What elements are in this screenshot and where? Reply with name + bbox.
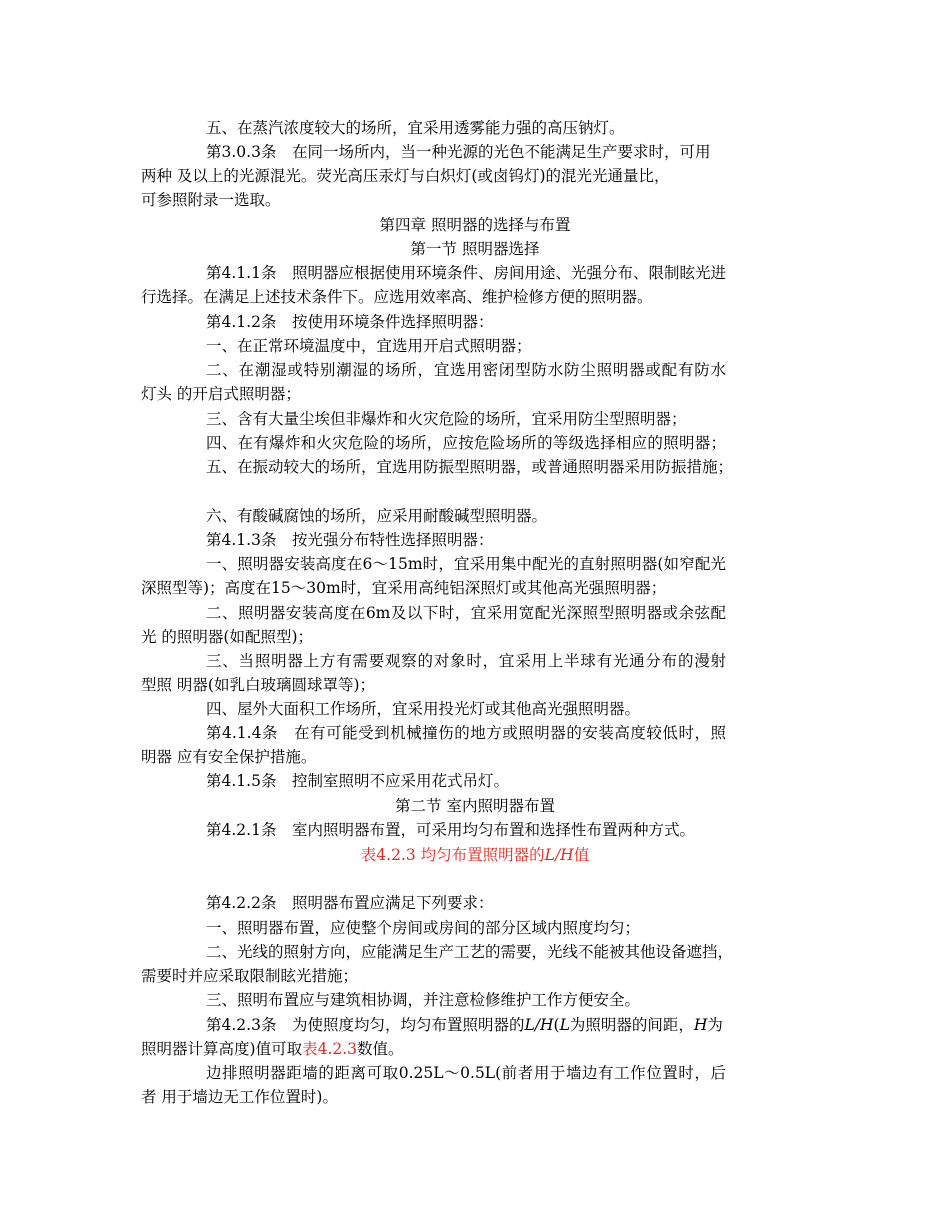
formula-l: L — [559, 1016, 570, 1034]
paragraph-line: 第3.0.3条 在同一场所内，当一种光源的光色不能满足生产要求时，可用 — [206, 143, 711, 161]
table-caption-formula: L/H — [544, 846, 574, 864]
table-4-2-3-link[interactable]: 表4.2.3 — [302, 1040, 358, 1058]
paragraph-line: 型照 明器(如乳白玻璃圆球罩等)； — [141, 676, 376, 694]
paragraph-line: 五、在蒸汽浓度较大的场所，宜采用透雾能力强的高压钠灯。 — [206, 119, 625, 137]
table-caption-prefix: 表4.2.3 均匀布置照明器的 — [360, 846, 545, 864]
section-heading: 第二节 室内照明器布置 — [395, 797, 555, 815]
paragraph-line: 四、屋外大面积工作场所，宜采用投光灯或其他高光强照明器。 — [206, 700, 641, 718]
paragraph-line: 三、当照明器上方有需要观察的对象时，宜采用上半球有光通分布的漫射 — [206, 652, 726, 670]
paragraph-line: 二、光线的照射方向，应能满足生产工艺的需要，光线不能被其他设备遮挡， — [206, 943, 734, 961]
paragraph-line: 明器 应有安全保护措施。 — [141, 748, 317, 766]
paragraph-line: 行选择。在满足上述技术条件下。应选用效率高、维护检修方便的照明器。 — [141, 288, 653, 306]
paragraph-line: 五、在振动较大的场所，宜选用防振型照明器，或普通照明器采用防振措施； — [206, 458, 734, 476]
article-text: 为 — [707, 1016, 723, 1034]
chapter-heading: 第四章 照明器的选择与布置 — [379, 216, 571, 234]
paragraph-line: 二、在潮湿或特别潮湿的场所，宜选用密闭型防水防尘照明器或配有防水 — [206, 361, 726, 379]
article-text: 第4.2.3条 为使照度均匀，均匀布置照明器的 — [206, 1016, 525, 1034]
paragraph-line: 第4.1.2条 按使用环境条件选择照明器： — [206, 313, 494, 331]
paragraph-line: 一、照明器安装高度在6～15m时，宜采用集中配光的直射照明器(如窄配光 — [206, 555, 726, 573]
paragraph-line: 者 用于墙边无工作位置时)。 — [141, 1088, 338, 1106]
paragraph-line: 三、含有大量尘埃但非爆炸和火灾危险的场所，宜采用防尘型照明器； — [206, 410, 687, 428]
table-caption — [0, 845, 950, 865]
article-4-2-3-line-1 — [206, 1015, 723, 1035]
paragraph-line: 两种 及以上的光源混光。荧光高压汞灯与白炽灯(或卤钨灯)的混光光通量比， — [141, 167, 670, 185]
paragraph-line: 一、照明器布置，应使整个房间或房间的部分区域内照度均匀； — [206, 919, 641, 937]
formula-lh: L/H — [524, 1016, 554, 1034]
paragraph-line: 需要时并应采取限制眩光措施； — [141, 967, 359, 985]
paragraph-line: 二、照明器安装高度在6m及以下时，宜采用宽配光深照型照明器或余弦配 — [206, 604, 726, 622]
paragraph-line: 第4.1.1条 照明器应根据使用环境条件、房间用途、光强分布、限制眩光进 — [206, 264, 726, 282]
article-text: 数值。 — [357, 1040, 404, 1058]
paragraph-line: 第4.2.2条 照明器布置应满足下列要求： — [206, 894, 494, 912]
article-text: 照明器计算高度) — [141, 1040, 256, 1058]
paragraph-line: 第4.1.4条 在有可能受到机械撞伤的地方或照明器的安装高度较低时，照 — [206, 724, 726, 742]
paragraph-line: 三、照明布置应与建筑相协调，并注意检修维护工作方便安全。 — [206, 991, 641, 1009]
paragraph-line: 第4.2.1条 室内照明器布置，可采用均匀布置和选择性布置两种方式。 — [206, 821, 695, 839]
table-caption-suffix: 值 — [573, 846, 590, 864]
article-text: 值可取 — [255, 1040, 303, 1058]
paragraph-line: 第4.1.3条 按光强分布特性选择照明器： — [206, 531, 494, 549]
paragraph-line: 四、在有爆炸和火灾危险的场所，应按危险场所的等级选择相应的照明器； — [206, 434, 726, 452]
paren: ( — [553, 1016, 560, 1034]
paragraph-line: 可参照附录一选取。 — [141, 191, 281, 209]
article-4-2-3-line-2 — [141, 1039, 404, 1059]
section-heading: 第一节 照明器选择 — [410, 240, 540, 258]
paragraph-line: 灯头 的开启式照明器； — [141, 385, 301, 403]
article-text: 为照明器的间距， — [569, 1016, 694, 1034]
paragraph-line: 深照型等)；高度在15～30m时，宜采用高纯铝深照灯或其他高光强照明器； — [141, 579, 667, 597]
paragraph-line: 第4.1.5条 控制室照明不应采用花式吊灯。 — [206, 772, 509, 790]
paragraph-line: 光 的照明器(如配照型)； — [141, 628, 314, 646]
paragraph-line: 六、有酸碱腐蚀的场所，应采用耐酸碱型照明器。 — [206, 507, 548, 525]
paragraph-line: 边排照明器距墙的距离可取0.25L～0.5L(前者用于墙边有工作位置时，后 — [206, 1064, 726, 1082]
formula-h: H — [693, 1016, 708, 1034]
paragraph-line: 一、在正常环境温度中，宜选用开启式照明器； — [206, 337, 532, 355]
